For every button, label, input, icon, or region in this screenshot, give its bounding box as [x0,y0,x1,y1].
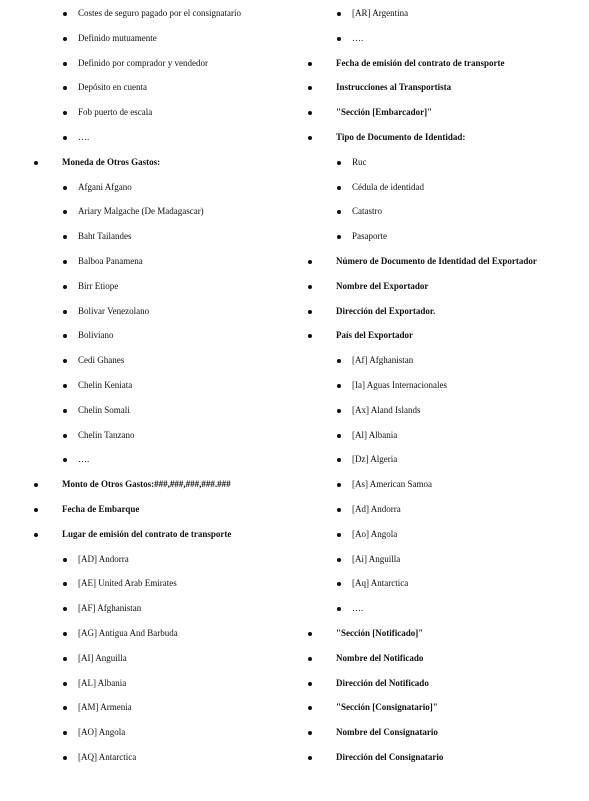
list-item [352,8,408,19]
bullet-icon [308,657,312,661]
bullet-icon [34,483,38,487]
list-item-text: Ruc [352,156,367,167]
bullet-icon [63,731,67,735]
list-item-text: "Sección [Embarcador]" [336,107,433,118]
list-item-text: [Ax] Aland Islands [352,404,421,415]
list-item [352,504,401,515]
list-item [78,628,178,639]
list-item [352,206,382,217]
list-item-text: Chelin Somali [78,404,130,415]
bullet-icon [337,186,341,190]
list-item [78,256,143,267]
list-item-text: Bolivar Venezolano [78,305,150,316]
bullet-icon [63,458,67,462]
list-item [78,107,152,118]
list-item [62,479,231,490]
list-item [78,603,141,614]
list-item-text: Tipo de Documento de Identidad: [336,132,466,142]
bullet-icon [337,508,341,512]
list-item [336,107,432,118]
bullet-icon [308,310,312,314]
bullet-icon [34,161,38,165]
list-item [336,678,429,689]
list-item-text: Cédula de identidad [352,181,424,192]
bullet-icon [63,37,67,41]
list-item-text: Número de Documento de Identidad del Exportador [336,256,537,266]
list-item-text: [Al] Albania [352,429,398,440]
list-item [352,430,397,441]
list-item [336,330,413,341]
list-item [62,504,139,515]
list-item-text: Dirección del Notificado [336,677,429,688]
list-item [336,752,443,763]
list-item-text: Chelin Keniata [78,380,133,390]
list-item-text: Dirección del Exportador. [336,305,436,316]
list-item [78,132,89,143]
bullet-icon [63,657,67,661]
list-item-text: [Aq] Antarctica [352,578,409,589]
list-item [78,727,125,738]
bullet-icon [308,260,312,264]
list-item-text: [AG] Antigua And Barbuda [78,628,178,638]
list-item [78,430,134,441]
list-item [78,454,89,465]
bullet-icon [308,285,312,289]
bullet-icon [34,508,38,512]
list-item [78,752,136,763]
bullet-icon [63,186,67,190]
list-item-text: Monto de Otros Gastos:###,###,###,###.### [62,479,231,490]
bullet-icon [63,62,67,66]
list-item [78,653,127,664]
list-item [352,554,400,565]
list-item-text: "Sección [Notificado]" [336,628,424,638]
list-item-text: Cedi Ghanes [78,355,125,366]
list-item-text: [AD] Andorra [78,553,129,564]
bullet-icon [63,434,67,438]
list-item-text: Definido por comprador y vendedor [78,57,208,68]
bullet-icon [63,682,67,686]
bullet-icon [337,582,341,586]
bullet-icon [63,12,67,16]
bullet-icon [337,37,341,41]
bullet-icon [308,756,312,760]
bullet-icon [337,558,341,562]
list-item [62,529,231,540]
bullet-icon [308,136,312,140]
list-item-text: País del Exportador [336,330,414,341]
list-item-text: [AI] Anguilla [78,652,127,663]
list-item-text: Afgani Afgano [78,181,132,192]
bullet-icon [308,731,312,735]
list-item-text: Instrucciones al Transportista [336,82,452,93]
list-item [352,355,413,366]
list-item-text: Lugar de emisión del contrato de transporte [62,528,232,539]
bullet-icon [63,756,67,760]
list-item [78,306,149,317]
list-item [336,628,423,639]
list-item [352,157,367,168]
list-item [78,380,132,391]
list-item-text: Chelin Tanzano [78,429,135,440]
list-item-text: [AE] United Arab Emirates [78,578,177,589]
bullet-icon [63,235,67,239]
list-item [352,231,387,242]
bullet-icon [308,62,312,66]
list-item [336,702,438,713]
list-item-text: Dirección del Consignatario [336,752,444,762]
list-item [78,58,208,69]
list-item [336,281,428,292]
list-item-text: Costes de seguro pagado por el consignatario [78,8,241,18]
list-item-text: Nombre del Exportador [336,280,429,291]
list-item [78,405,130,416]
list-item [336,132,465,143]
bullet-icon [63,136,67,140]
bullet-icon [63,607,67,611]
list-item-text: [AQ] Antarctica [78,752,137,762]
list-item-text: Ariary Malgache (De Madagascar) [78,206,204,217]
list-item-text: …. [78,454,90,465]
list-item [78,281,118,292]
bullet-icon [337,384,341,388]
list-item [336,653,423,664]
list-item [336,82,451,93]
bullet-icon [337,458,341,462]
list-item-text: Fecha de emisión del contrato de transporte [336,57,505,68]
list-item-text: [Ai] Anguilla [352,553,401,564]
list-item-text: [Dz] Algeria [352,454,398,465]
list-item-text: …. [78,132,90,142]
list-item [352,529,397,540]
bullet-icon [63,632,67,636]
list-item-text: [AL] Albania [78,677,127,688]
list-item [78,578,177,589]
bullet-icon [34,533,38,537]
list-item [78,330,114,341]
list-item-text: Nombre del Consignatario [336,727,438,738]
bullet-icon [337,12,341,16]
list-item [352,182,424,193]
list-item-text: [Af] Afghanistan [352,355,414,366]
list-item [78,82,147,93]
list-item-text: Nombre del Notificado [336,652,424,663]
list-item-text: Definido mutuamente [78,32,157,43]
list-item-text: [Ad] Andorra [352,504,401,514]
list-item [352,479,432,490]
list-item-text: Boliviano [78,330,114,341]
list-item [62,157,160,168]
bullet-icon [337,434,341,438]
bullet-icon [63,582,67,586]
list-item-text: Birr Etiope [78,280,119,291]
list-item [336,727,438,738]
list-item-text: [Ao] Angola [352,528,398,539]
bullet-icon [337,483,341,487]
bullet-icon [308,334,312,338]
bullet-icon [63,706,67,710]
list-item [78,355,124,366]
bullet-icon [308,706,312,710]
list-item-text: [AR] Argentina [352,8,409,18]
bullet-icon [63,359,67,363]
bullet-icon [337,235,341,239]
list-item [78,678,126,689]
list-item-text: Fob puerto de escala [78,107,153,118]
list-item-text: Moneda de Otros Gastos: [62,156,161,167]
bullet-icon [63,384,67,388]
bullet-icon [63,285,67,289]
bullet-icon [63,86,67,90]
list-item [352,33,363,44]
list-item [78,33,157,44]
list-item-text: Catastro [352,206,382,217]
bullet-icon [337,359,341,363]
list-item [352,454,397,465]
bullet-icon [63,260,67,264]
list-item-text: Balboa Panamena [78,256,143,266]
bullet-icon [337,210,341,214]
list-item [78,206,204,217]
list-item [78,8,241,19]
list-item-text: "Sección [Consignatario]" [336,702,438,713]
bullet-icon [337,161,341,165]
bullet-icon [63,334,67,338]
list-item-text: …. [352,32,364,43]
bullet-icon [63,111,67,115]
bullet-icon [308,682,312,686]
bullet-icon [63,558,67,562]
list-item-text: Baht Tailandes [78,231,132,242]
list-item-text: …. [352,603,364,614]
list-item-text: [AM] Armenia [78,702,132,713]
list-item-text: Depósito en cuenta [78,82,147,93]
bullet-icon [63,310,67,314]
list-item [336,58,504,69]
list-item [352,603,363,614]
bullet-icon [308,632,312,636]
bullet-icon [63,210,67,214]
list-item [78,702,132,713]
list-item [78,182,132,193]
bullet-icon [308,111,312,115]
bullet-icon [308,86,312,90]
list-item [78,231,131,242]
list-item [352,380,447,391]
list-item [78,554,129,565]
list-item [352,578,408,589]
list-item-text: [AO] Angola [78,727,126,738]
list-item [352,405,421,416]
bullet-icon [337,409,341,413]
bullet-icon [63,409,67,413]
bullet-icon [337,607,341,611]
list-item-text: Pasaporte [352,231,387,242]
list-item-text: [As] American Samoa [352,479,432,490]
bullet-icon [337,533,341,537]
list-item [336,306,435,317]
list-item [336,256,548,267]
list-item-text: [Ia] Aguas Internacionales [352,380,447,390]
list-item-text: [AF] Afghanistan [78,603,142,614]
list-item-text: Fecha de Embarque [62,504,140,514]
